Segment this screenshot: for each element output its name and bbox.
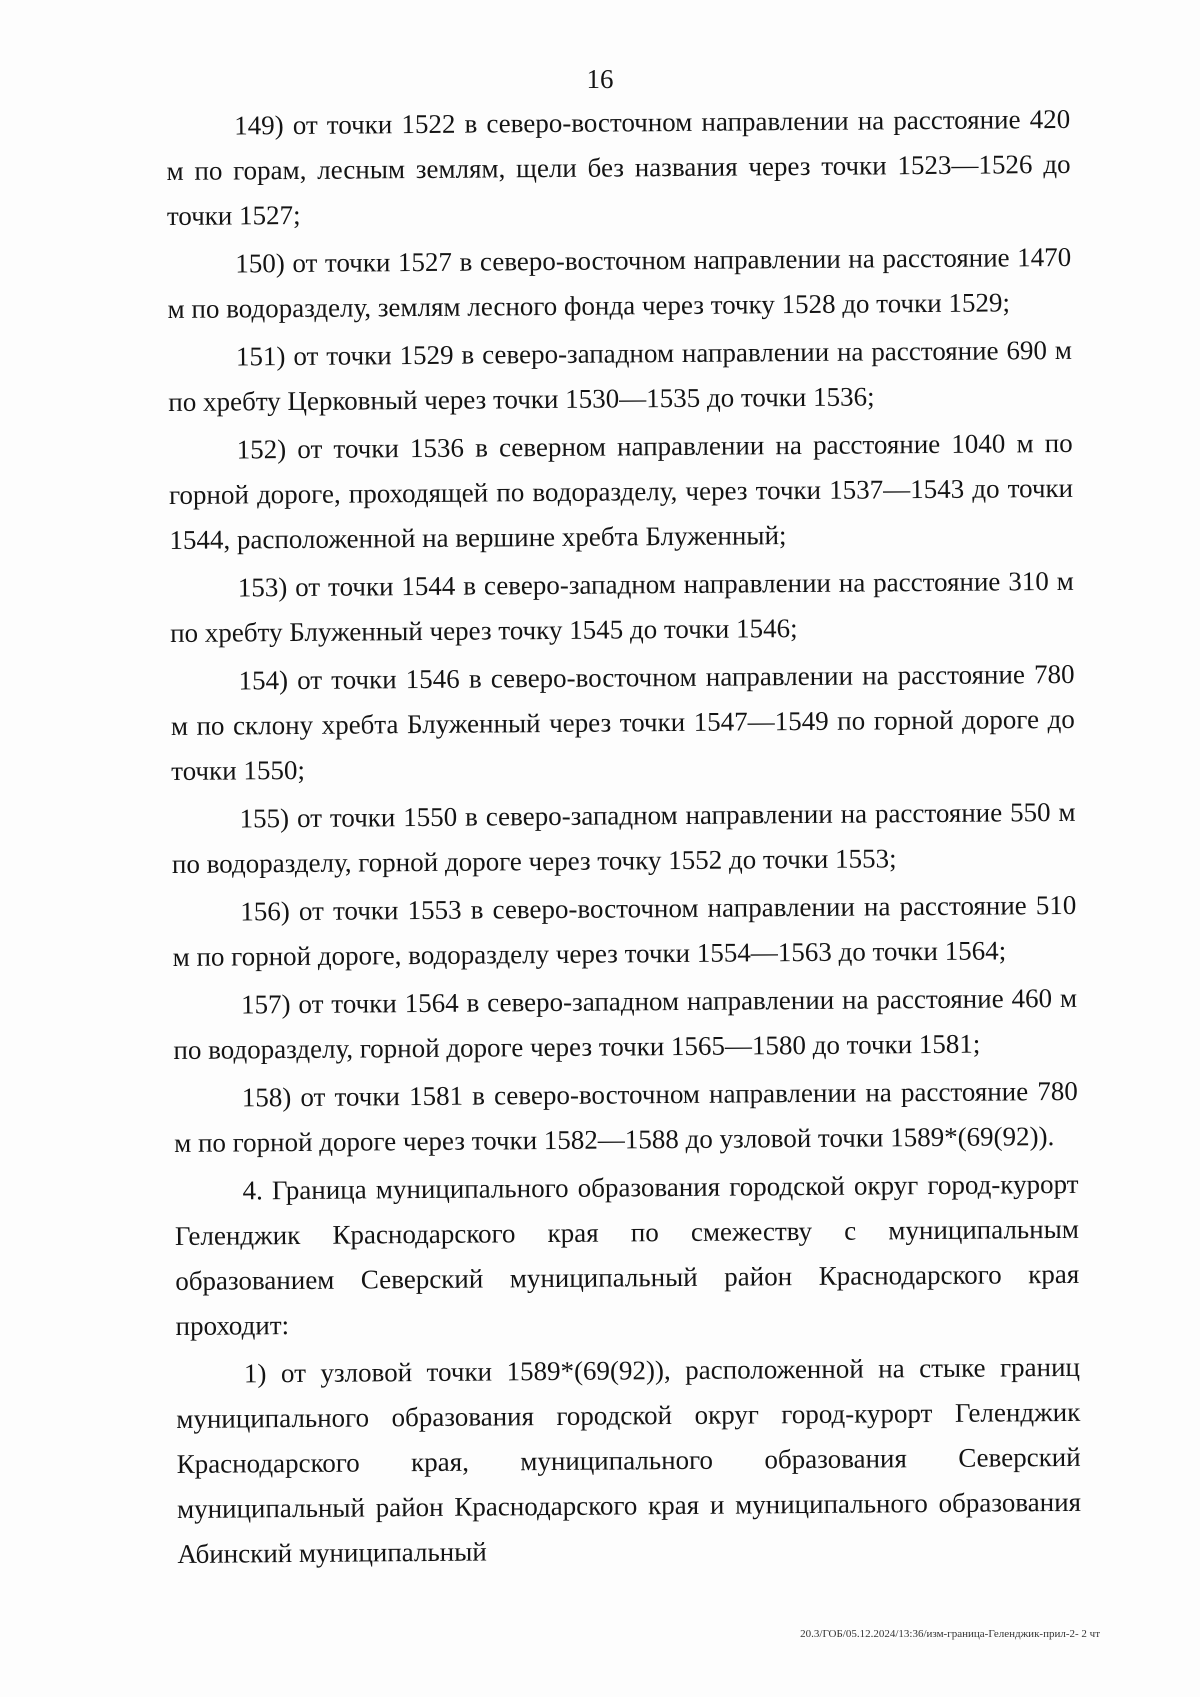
paragraph-154: 154) от точки 1546 в северо-восточном направлении на расстояние 780 м по склону хребта Блуженный через точки 1547—1549 по горной дороге до точки 1550; bbox=[170, 658, 1075, 786]
section-4-heading-paragraph: 4. Граница муниципального образования городской округ город-курорт Геленджик Краснодарского края по смежеству с муниципальным образованием Северский муниципальный район Краснодарского края проходит: bbox=[174, 1168, 1080, 1341]
paragraph-158: 158) от точки 1581 в северо-восточном направлении на расстояние 780 м по горной дороге через точки 1582—1588 до узловой точки 1589*(69(92)). bbox=[174, 1075, 1078, 1158]
paragraph-151: 151) от точки 1529 в северо-западном направлении на расстояние 690 м по хребту Церковный через точки 1530—1535 до точки 1536; bbox=[168, 334, 1073, 417]
footer-document-code: 20.3/ГОБ/05.12.2024/13:36/изм-граница-Геленджик-прил-2- 2 чт bbox=[800, 1628, 1100, 1640]
paragraph-149: 149) от точки 1522 в северо-восточном направлении на расстояние 420 м по горам, лесным землям, щели без названия через точки 1523—1526 до точки 1527; bbox=[166, 103, 1071, 231]
paragraph-152: 152) от точки 1536 в северном направлении на расстояние 1040 м по горной дороге, проходящей по водоразделу, через точки 1537—1543 до точки 1544, расположенной на вершине хребта Блуженный; bbox=[168, 427, 1074, 555]
paragraph-150: 150) от точки 1527 в северо-восточном направлении на расстояние 1470 м по водоразделу, землям лесного фонда через точку 1528 до точки 1529; bbox=[167, 241, 1072, 324]
paragraph-155: 155) от точки 1550 в северо-западном направлении на расстояние 550 м по водоразделу, горной дороге через точку 1552 до точки 1553; bbox=[171, 796, 1076, 879]
paragraph-156: 156) от точки 1553 в северо-восточном направлении на расстояние 510 м по горной дороге, водоразделу через точки 1554—1563 до точки 1564; bbox=[172, 889, 1077, 972]
page-number: 16 bbox=[586, 64, 614, 94]
section-4-item-1: 1) от узловой точки 1589*(69(92)), расположенной на стыке границ муниципального образования городской округ город-курорт Геленджик Краснодарского края, муниципального образования Северский муниципальный район Краснодарского края и муниципального образования Абинский муниципальный bbox=[176, 1351, 1082, 1569]
paragraph-153: 153) от точки 1544 в северо-западном направлении на расстояние 310 м по хребту Блуженный через точку 1545 до точки 1546; bbox=[170, 565, 1074, 648]
paragraph-157: 157) от точки 1564 в северо-западном направлении на расстояние 460 м по водоразделу, горной дороге через точки 1565—1580 до точки 1581; bbox=[173, 982, 1078, 1065]
document-body bbox=[166, 97, 1082, 1580]
